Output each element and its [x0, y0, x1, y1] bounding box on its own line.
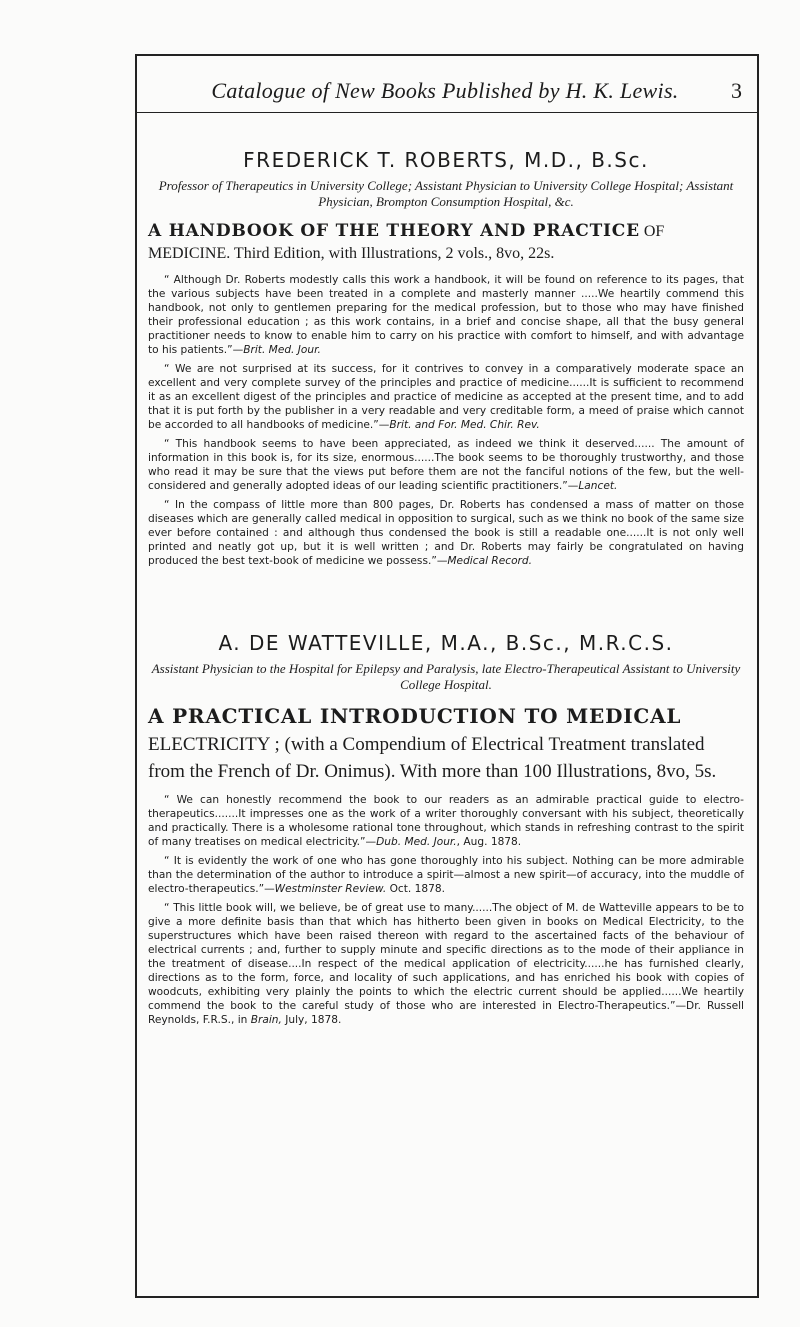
review-date: July, 1878. — [281, 1014, 342, 1026]
review-quote — [148, 498, 744, 568]
author-name: FREDERICK T. ROBERTS, M.D., B.Sc. — [243, 148, 649, 172]
book-title-rest: OF MEDICINE. Third Edition, with Illustrations, 2 vols., 8vo, 22s. — [148, 223, 665, 262]
book-title-rest: ELECTRICITY ; (with a Compendium of Electrical Treatment translated from the French of Dr. Onimus). With more than 100 Illustrations, 8vo, 5s. — [148, 734, 717, 782]
review-quote — [148, 901, 744, 1027]
review-quote — [148, 793, 744, 849]
review-text: “ It is evidently the work of one who has gone thoroughly into his subject. Nothing can be more admirable than the determination of the author to introduce a spirit—almost a new spirit—of accuracy, into the muddle of electro-therapeutics.”— — [148, 855, 744, 895]
review-text: “ Although Dr. Roberts modestly calls this work a handbook, it will be found on reference to its pages, that the various subjects have been treated in a complete and masterly manner .....We heartily commend this handbook, not only to gentlemen preparing for the medical profession, but to those who may have finished their professional education ; as this work contains, in a brief and concise shape, all that the busy general practitioner needs to know to enable him to carry on his practice with comfort to himself, and with advantage to his patients.”— — [148, 274, 744, 356]
book-title — [148, 703, 744, 785]
running-title: Catalogue of New Books Published by H. K. Lewis. — [211, 78, 679, 103]
review-source: Medical Record. — [447, 555, 533, 567]
review-date: Oct. 1878. — [386, 883, 445, 895]
review-quote — [148, 362, 744, 432]
author-name: A. DE WATTEVILLE, M.A., B.Sc., M.R.C.S. — [218, 631, 674, 655]
page-content — [148, 128, 744, 1032]
page-number: 3 — [731, 78, 742, 103]
review-text: “ This handbook seems to have been appreciated, as indeed we think it deserved...... The amount of information in this book is, for its size, enormous......The book seems to be thoroughly trustworthy, and those who read it may be sure that the views put before them are not the fanciful notions of the few, but the well-considered and generally adopted ideas of our leading scientific practitioners.”— — [148, 438, 744, 492]
review-source: Brit. and For. Med. Chir. Rev. — [389, 419, 540, 431]
review-text: “ In the compass of little more than 800 pages, Dr. Roberts has condensed a mass of matter on those diseases which are generally called medical in opposition to surgical, such as we think no book of the same size ever before contained : and although thus condensed the book is still a readable one......It is not only well printed and neatly got up, but it is well written ; and Dr. Roberts may fairly be congratulated on having produced the best text-book of medicine we possess.”— — [148, 499, 744, 567]
review-source: Lancet. — [578, 480, 618, 492]
review-quote — [148, 273, 744, 357]
book-title-caps: A HANDBOOK OF THE THEORY AND PRACTICE — [148, 221, 640, 241]
review-date: , Aug. 1878. — [456, 836, 522, 848]
review-quote — [148, 437, 744, 493]
catalogue-entry-watteville — [148, 631, 744, 1027]
review-quote — [148, 854, 744, 896]
review-text: “ This little book will, we believe, be of great use to many......The object of M. de Watteville appears to be to give a more definite basis than that which has hitherto been given in books on Medical Electricity, to the superstructures which have been raised thereon with regard to the ascertained facts of the behaviour of electrical currents ; and, further to supply minute and specific directions as to the mode of their appliance in the treatment of disease....In respect of the medical application of electricity......he has furnished clearly, directions as to the form, force, and locality of such applications, and has enriched his book with copies of woodcuts, exhibiting very plainly the points to which the electric current should be applied......We heartily commend the book to the careful study of those who are interested in Electro-Therapeutics.”—Dr. Russell Reynolds, F.R.S., in — [148, 902, 744, 1026]
review-text: “ We are not surprised at its success, for it contrives to convey in a comparatively moderate space an excellent and very complete survey of the principles and practice of medicine......It is sufficient to recommend it as an excellent digest of the principles and practice of medicine as accepted at the present time, and to add that it is put forth by the publisher in a very readable and very creditable form, a meed of praise which cannot be accorded to all handbooks of medicine.”— — [148, 363, 744, 431]
author-affiliation: Assistant Physician to the Hospital for Epilepsy and Paralysis, late Electro-Therapeutical Assistant to University College Hospital. — [151, 661, 741, 692]
review-source: Westminster Review. — [274, 883, 387, 895]
book-title-caps: A PRACTICAL INTRODUCTION TO MEDICAL — [148, 704, 682, 728]
header-rule — [135, 112, 759, 113]
review-source: Brain, — [250, 1014, 282, 1026]
entry-separator — [148, 573, 744, 611]
catalogue-entry-roberts — [148, 148, 744, 568]
review-text: “ We can honestly recommend the book to our readers as an admirable practical guide to electro-therapeutics.......It impresses one as the work of a writer thoroughly conversant with his subject, theoretically and practically. There is a wholesome rational tone throughout, which stands in refreshing contrast to the spirit of many treatises on medical electricity.”— — [148, 794, 744, 848]
author-affiliation: Professor of Therapeutics in University College; Assistant Physician to University College Hospital; Assistant Physician, Brompton Consumption Hospital, &c. — [158, 178, 734, 209]
book-title — [148, 220, 744, 265]
review-source: Dub. Med. Jour. — [376, 836, 457, 848]
review-source: Brit. Med. Jour. — [243, 344, 321, 356]
